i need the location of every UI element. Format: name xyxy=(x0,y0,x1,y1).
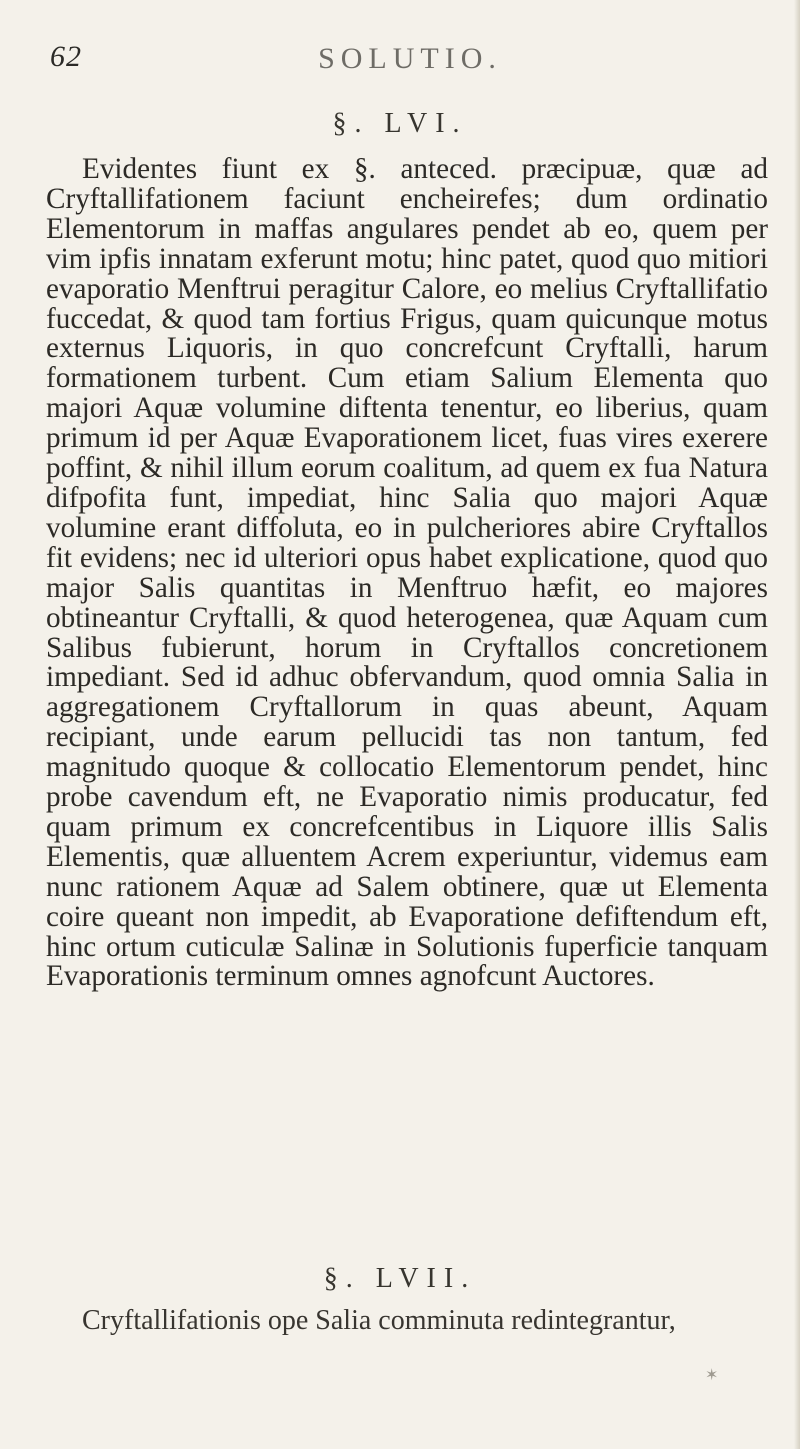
section-heading-lvi: §. LVI. xyxy=(332,108,468,139)
section-heading-lvii: §. LVII. xyxy=(323,1263,477,1294)
page-number: 62 xyxy=(50,40,82,73)
scan-mark: ✶ xyxy=(705,1367,719,1384)
running-title: SOLUTIO. xyxy=(318,42,502,75)
section-lvii-text: Cryftallifationis ope Salia comminuta redintegrantur, xyxy=(82,1305,676,1336)
page-edge-shadow xyxy=(794,0,800,1449)
section-lvi-text: Evidentes fiunt ex §. anteced. præcipuæ, quæ ad Cryftallifationem faciunt encheirefes; dum ordinatio Elementorum in maffas angulares pendet ab eo, quem per vim ipfis innatam exferunt motu; hinc patet, quod quo mitiori evaporatio Menftrui peragitur Calore, eo melius Cryftallifatio fuccedat, & quod tam fortius Frigus, quam quicunque motus externus Liquoris, in quo concrefcunt Cryftalli, harum formationem turbent. Cum etiam Salium Elementa quo majori Aquæ volumine diftenta tenentur, eo liberius, quam primum id per Aquæ Evaporationem licet, fuas vires exerere poffint, & nihil illum eorum coalitum, ad quem ex fua Natura difpofita funt, impediat, hinc Salia quo majori Aquæ volumine erant diffoluta, eo in pulcheriores abire Cryftallos fit evidens; nec id ulteriori opus habet explicatione, quod quo major Salis quantitas in Menftruo hæfit, eo majores obtineantur Cryftalli, & quod heterogenea, quæ Aquam cum Salibus fubierunt, horum in Cryftallos concretionem impediant. Sed id adhuc obfervandum, quod omnia Salia in aggregationem Cryftallorum in quas abeunt, Aquam recipiant, unde earum pellucidi tas non tantum, fed magnitudo quoque & collocatio Elementorum pendet, hinc probe cavendum eft, ne Evaporatio nimis producatur, fed quam primum ex concrefcentibus in Liquore illis Salis Elementis, quæ alluentem Acrem experiuntur, videmus eam nunc rationem Aquæ ad Salem obtinere, quæ ut Elementa coire queant non impedit, ab Evaporatione defiftendum eft, hinc ortum cuticulæ Salinæ in Solutionis fuperficie tanquam Evaporationis terminum omnes agnofcunt Auctores. xyxy=(46,153,768,993)
page-header xyxy=(50,40,770,80)
